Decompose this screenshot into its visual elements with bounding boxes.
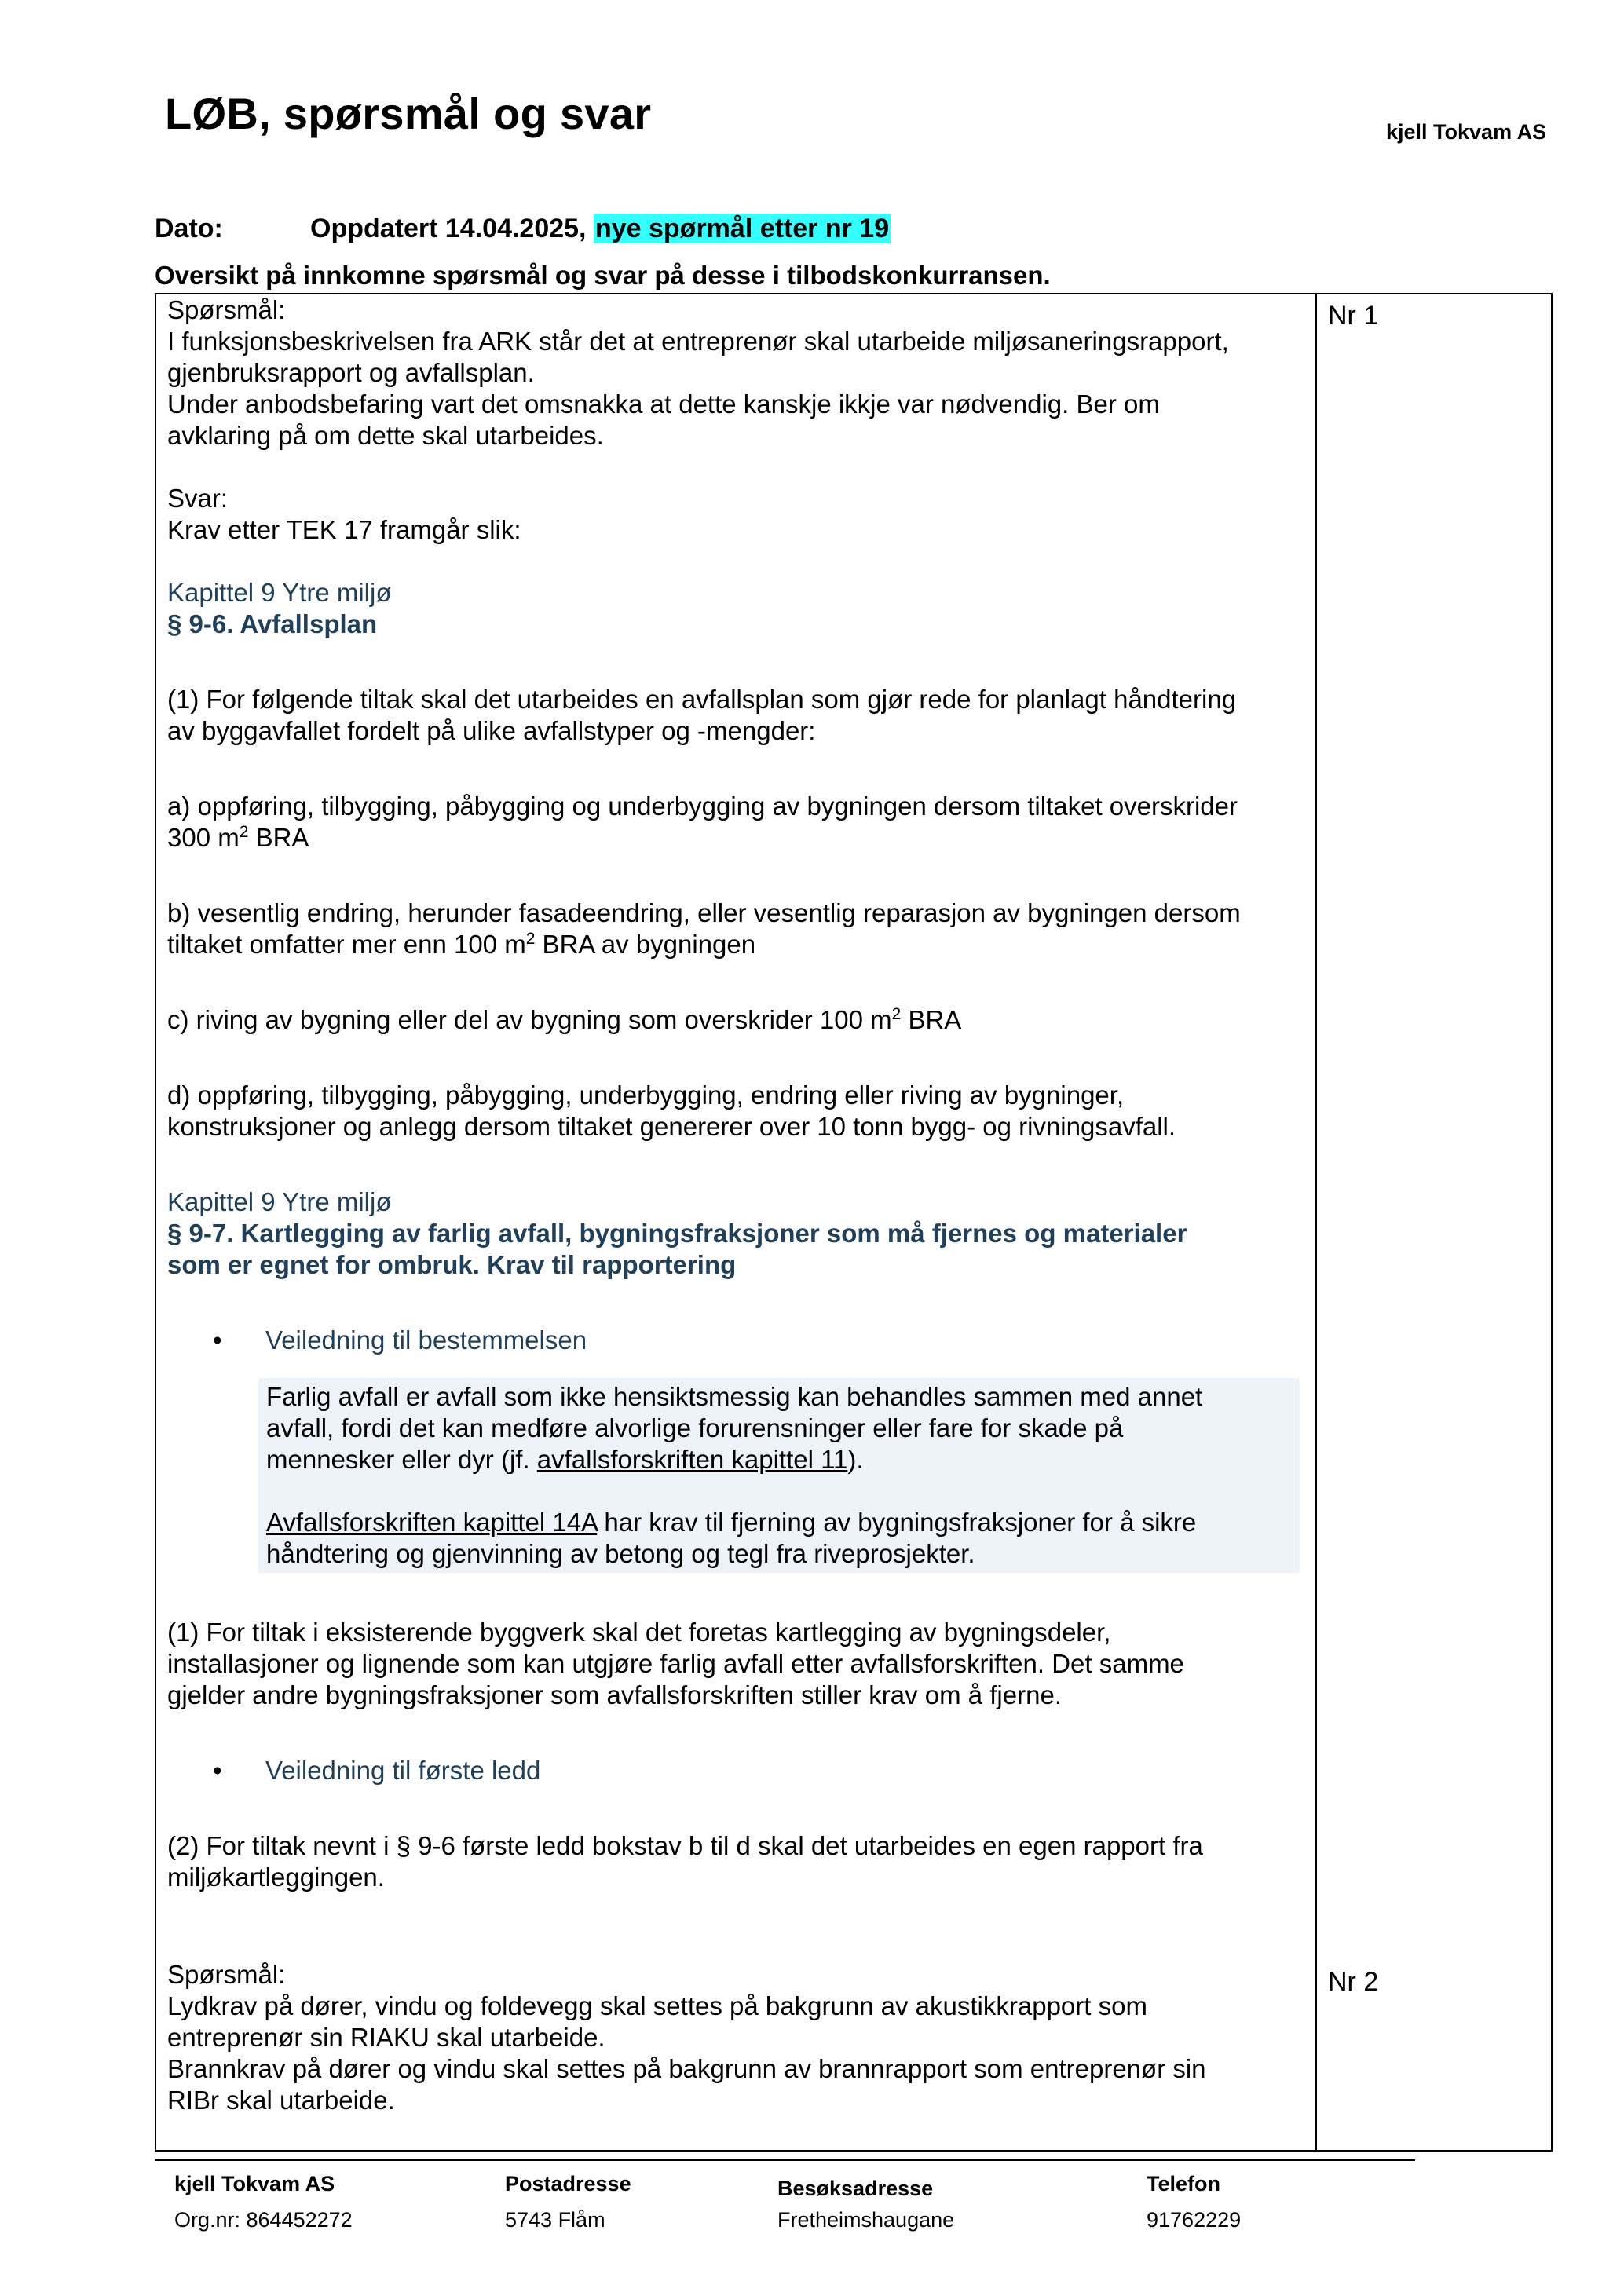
section-heading-cont: som er egnet for ombruk. Krav til rapportering	[167, 1250, 737, 1279]
question-number-1: Nr 1	[1328, 301, 1379, 331]
question-text-line: Lydkrav på dører, vindu og foldevegg skal settes på bakgrunn av akustikkrapport som	[167, 1991, 1147, 2020]
guidance-box	[258, 1378, 1300, 1573]
guidance-text: Farlig avfall er avfall som ikke hensiktsmessig kan behandles sammen med annet	[266, 1382, 1203, 1411]
guidance-text: avfall, fordi det kan medføre alvorlige forurensninger eller fare for skade på	[266, 1413, 1124, 1442]
footer-phone-label: Telefon	[1147, 2172, 1220, 2195]
list-item-a: a) oppføring, tilbygging, påbygging og underbygging av bygningen dersom tiltaket overskrider	[167, 792, 1238, 821]
list-item-c: c) riving av bygning eller del av bygning som overskrider 100 $m^2$ BRA	[167, 1005, 962, 1034]
footer-post-value: 5743 Flåm	[505, 2208, 605, 2232]
guidance-text: håndtering og gjenvinning av betong og tegl fra riveprosjekter.	[266, 1539, 975, 1568]
question-text-line: gjenbruksrapport og avfallsplan.	[167, 358, 535, 387]
page-title: LØB, spørsmål og svar	[165, 89, 652, 138]
footer-visit-label: Besøksadresse	[777, 2177, 934, 2200]
paragraph-line: installasjoner og lignende som kan utgjøre farlig avfall etter avfallsforskriften. Det samme	[167, 1649, 1184, 1678]
overview-heading: Oversikt på innkomne spørsmål og svar på desse i tilbodskonkurransen.	[155, 261, 1051, 290]
chapter-heading: Kapittel 9 Ytre miljø	[167, 1187, 392, 1216]
footer-divider	[155, 2159, 1415, 2161]
list-item-b: b) vesentlig endring, herunder fasadeendring, eller vesentlig reparasjon av bygningen dersom	[167, 898, 1241, 927]
date-label: Dato:	[155, 214, 223, 243]
list-item-b-cont: tiltaket omfatter mer enn 100 $m^2$ BRA av bygningen	[167, 930, 756, 959]
paragraph-line: miljøkartleggingen.	[167, 1863, 385, 1892]
footer-visit-value: Fretheimshaugane	[777, 2208, 955, 2232]
answer-intro: Krav etter TEK 17 framgår slik:	[167, 515, 521, 544]
header-company: kjell Tokvam AS	[1386, 120, 1547, 144]
footer-phone-value: 91762229	[1147, 2208, 1242, 2232]
question-number-2: Nr 2	[1328, 1967, 1379, 1997]
paragraph-line: av byggavfallet fordelt på ulike avfallstyper og -mengder:	[167, 716, 816, 745]
question-label: Spørsmål:	[167, 1960, 286, 1989]
section-heading: § 9-6. Avfallsplan	[167, 609, 378, 638]
footer-orgnr: Org.nr: 864452272	[174, 2208, 353, 2232]
list-item-a-cont: 300 $m^2$ BRA	[167, 823, 309, 852]
guidance-text: Avfallsforskriften kapittel 14A har krav til fjerning av bygningsfraksjoner for å sikre	[266, 1508, 1197, 1537]
regulation-link-ch11[interactable]: avfallsforskriften kapittel 11	[536, 1445, 848, 1474]
question-text-line: Under anbodsbefaring vart det omsnakka at dette kanskje ikkje var nødvendig. Ber om	[167, 389, 1160, 419]
date-value	[310, 214, 891, 244]
question-text-line: RIBr skal utarbeide.	[167, 2086, 395, 2115]
question-text-line: I funksjonsbeskrivelsen fra ARK står det at entreprenør skal utarbeide miljøsaneringsrapport,	[167, 327, 1229, 356]
guidance-text: mennesker eller dyr (jf. avfallsforskriften kapittel 11).	[266, 1445, 864, 1474]
paragraph-line: (2) For tiltak nevnt i § 9-6 første ledd bokstav b til d skal det utarbeides en egen rapport fra	[167, 1831, 1203, 1860]
section-heading: § 9-7. Kartlegging av farlig avfall, bygningsfraksjoner som må fjernes og materialer	[167, 1219, 1187, 1248]
question-text-line: avklaring på om dette skal utarbeides.	[167, 421, 604, 450]
regulation-link-ch14a[interactable]: Avfallsforskriften kapittel 14A	[266, 1508, 598, 1537]
guidance-link[interactable]: • Veiledning til første ledd	[167, 1755, 1306, 1786]
list-item-d: d) oppføring, tilbygging, påbygging, underbygging, endring eller riving av bygninger,	[167, 1080, 1125, 1110]
paragraph-line: (1) For tiltak i eksisterende byggverk skal det foretas kartlegging av bygningsdeler,	[167, 1618, 1111, 1647]
question-label: Spørsmål:	[167, 295, 286, 324]
question-text-line: Brannkrav på dører og vindu skal settes på bakgrunn av brannrapport som entreprenør sin	[167, 2054, 1206, 2083]
guidance-link[interactable]: • Veiledning til bestemmelsen	[167, 1325, 1306, 1356]
paragraph-line: gjelder andre bygningsfraksjoner som avfallsforskriften stiller krav om å fjerne.	[167, 1680, 1062, 1709]
paragraph-line: (1) For følgende tiltak skal det utarbeides en avfallsplan som gjør rede for planlagt håndtering	[167, 685, 1237, 714]
date-text: Oppdatert 14.04.2025,	[310, 214, 587, 243]
answer-label: Svar:	[167, 484, 229, 513]
question-1-cell	[167, 294, 1306, 1893]
question-2-cell	[167, 1959, 1306, 2116]
footer-company: kjell Tokvam AS	[174, 2172, 335, 2195]
question-text-line: entreprenør sin RIAKU skal utarbeide.	[167, 2023, 605, 2052]
column-divider	[1315, 294, 1317, 2150]
chapter-heading: Kapittel 9 Ytre miljø	[167, 578, 392, 607]
date-highlight: nye spørmål etter nr 19	[594, 214, 890, 243]
footer-post-label: Postadresse	[505, 2172, 631, 2195]
list-item-d-cont: konstruksjoner og anlegg dersom tiltaket genererer over 10 tonn bygg- og rivningsavfall.	[167, 1112, 1176, 1141]
qa-table	[155, 293, 1553, 2152]
